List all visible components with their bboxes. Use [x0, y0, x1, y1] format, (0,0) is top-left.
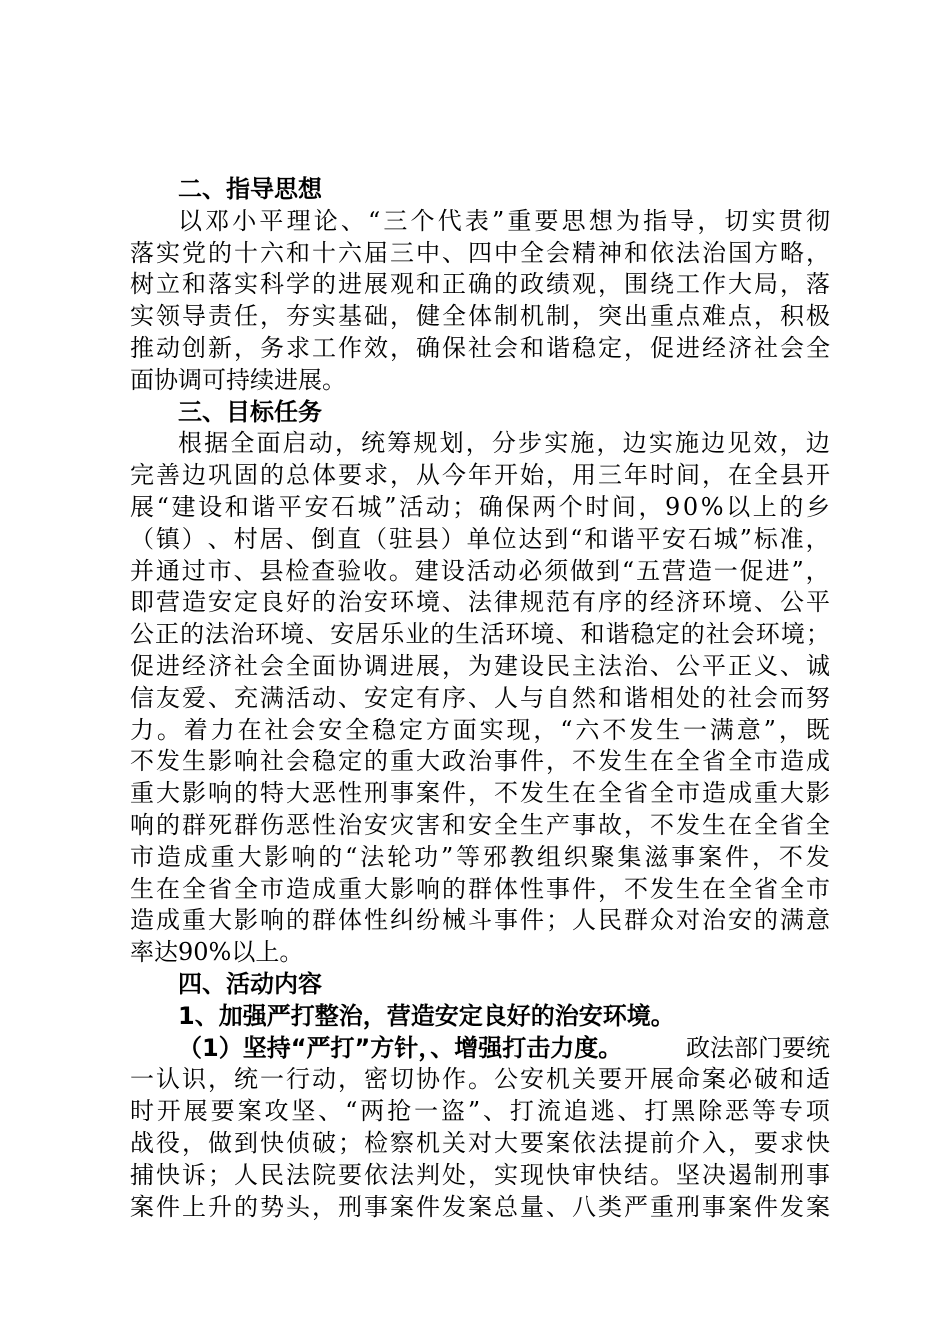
paragraph-line: 信 友 爱 、 充 满 活 动 、 安 定 有 序 、 人 与 自 然 和 谐 相 处 的 社 会 而 努 [130, 683, 830, 712]
paragraph-line: 促 进 经 济 社 会 全 面 协 调 进 展 ， 为 建 设 民 主 法 治 、 公 平 正 义 、 诚 [130, 651, 830, 680]
paragraph-line: 落 实 党 的 十 六 和 十 六 届 三 中 、 四 中 全 会 精 神 和 依 法 治 国 方 略 ， [130, 238, 830, 267]
paragraph-line: 响 的 群 死 群 伤 恶 性 治 安 灾 害 和 安 全 生 产 事 故 ， 不 发 生 在 全 省 全 [130, 810, 830, 839]
section-heading-goals: 三、目标任务 [178, 397, 322, 426]
item-bold-lead: （1）坚持“严打”方针，、增强打击力度。 [178, 1033, 623, 1062]
paragraph-line: 完 善 边 巩 固 的 总 体 要 求 ， 从 今 年 开 始 ， 用 三 年 时 间 ， 在 全 县 开 [130, 461, 830, 490]
paragraph-line: 即 营 造 安 定 良 好 的 治 安 环 境 、 法 律 规 范 有 序 的 经 济 环 境 、 公 平 [130, 588, 830, 617]
paragraph-line: 案 件 上 升 的 势 头 ， 刑 事 案 件 发 案 总 量 、 八 类 严 重 刑 事 案 件 发 案 [130, 1192, 830, 1221]
subsection-heading: 1、加强严打整治，营造安定良好的治安环境。 [178, 1001, 675, 1030]
paragraph-line: 根 据 全 面 启 动 ， 统 筹 规 划 ， 分 步 实 施 ， 边 实 施 边 见 效 ， 边 [178, 429, 830, 458]
paragraph-line: 公 正 的 法 治 环 境 、 安 居 乐 业 的 生 活 环 境 、 和 谐 稳 定 的 社 会 环 境 ； [130, 620, 830, 649]
section-heading-activities: 四、活动内容 [178, 969, 322, 998]
paragraph-line: 不 发 生 影 响 社 会 稳 定 的 重 大 政 治 事 件 ， 不 发 生 在 全 省 全 市 造 成 [130, 747, 830, 776]
paragraph-line: 一 认 识 ， 统 一 行 动 ， 密 切 协 作 。 公 安 机 关 要 开 展 命 案 必 破 和 适 [130, 1065, 830, 1094]
paragraph-line: 造 成 重 大 影 响 的 群 体 性 纠 纷 械 斗 事 件 ； 人 民 群 众 对 治 安 的 满 意 [130, 906, 830, 935]
paragraph-line: 并 通 过 市 、 县 检 查 验 收 。 建 设 活 动 必 须 做 到 “ 五 营 造 一 促 进 ” ， [130, 556, 830, 585]
paragraph-line: 市 造 成 重 大 影 响 的 “ 法 轮 功 ” 等 邪 教 组 织 聚 集 滋 事 案 件 ， 不 发 [130, 842, 830, 871]
paragraph-line: 实 领 导 责 任 ， 夯 实 基 础 ， 健 全 体 制 机 制 ， 突 出 重 点 难 点 ， 积 极 [130, 302, 830, 331]
paragraph-line: 力 。 着 力 在 社 会 安 全 稳 定 方 面 实 现 ， “ 六 不 发 生 一 满 意 ” ， 既 [130, 715, 830, 744]
item-lead-rest: 政法部门要统 [686, 1033, 830, 1062]
section-heading-guiding-ideology: 二、指导思想 [178, 175, 322, 203]
paragraph-line: 率达90%以上。 [130, 938, 304, 967]
paragraph-line: 捕 快 诉 ； 人 民 法 院 要 依 法 判 处 ， 实 现 快 审 快 结 。 坚 决 遏 制 刑 事 [130, 1160, 830, 1189]
paragraph-line: 生 在 全 省 全 市 造 成 重 大 影 响 的 群 体 性 事 件 ， 不 发 生 在 全 省 全 市 [130, 874, 830, 903]
paragraph-line: 时 开 展 要 案 攻 坚 、 “ 两 抢 一 盗 ” 、 打 流 追 逃 、 打 黑 除 恶 等 专 项 [130, 1097, 830, 1126]
paragraph-line: 重 大 影 响 的 特 大 恶 性 刑 事 案 件 ， 不 发 生 在 全 省 全 市 造 成 重 大 影 [130, 779, 830, 808]
paragraph-line: 战 役 ， 做 到 快 侦 破 ； 检 察 机 关 对 大 要 案 依 法 提 前 介 入 ， 要 求 快 [130, 1128, 830, 1157]
paragraph-line: 推 动 创 新 ， 务 求 工 作 效 ， 确 保 社 会 和 谐 稳 定 ， 促 进 经 济 社 会 全 [130, 333, 830, 362]
item-first-line [130, 1033, 830, 1065]
paragraph-line: （ 镇 ） 、 村 居 、 倒 直 （ 驻 县 ） 单 位 达 到 “ 和 谐 平 安 石 城 ” 标 准 ， [130, 524, 830, 553]
paragraph-line: 展 “ 建 设 和 谐 平 安 石 城 ” 活 动 ； 确 保 两 个 时 间 ， 9 0 % 以 上 的 乡 [130, 492, 830, 521]
paragraph-line: 以 邓 小 平 理 论 、 “ 三 个 代 表 ” 重 要 思 想 为 指 导 ， 切 实 贯 彻 [178, 206, 830, 235]
paragraph-line: 树 立 和 落 实 科 学 的 进 展 观 和 正 确 的 政 绩 观 ， 围 绕 工 作 大 局 ， 落 [130, 270, 830, 299]
paragraph-line: 面协调可持续进展。 [130, 365, 346, 394]
document-page [130, 174, 830, 1223]
